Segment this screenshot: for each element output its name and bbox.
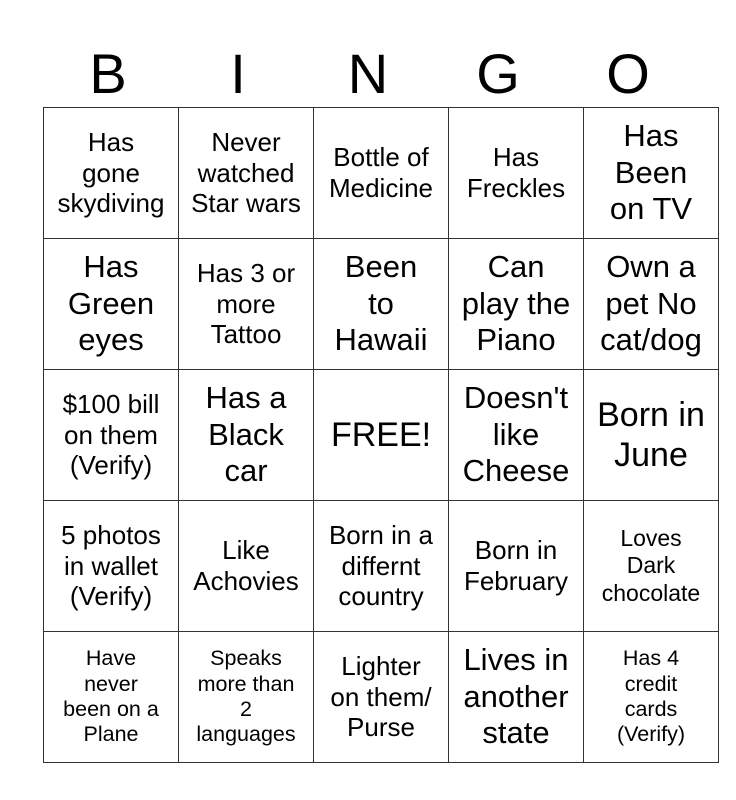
cell-text: $100 bill on them (Verify) — [62, 388, 160, 481]
cell-text: Has a Black car — [205, 380, 287, 489]
cell-text: 5 photos in wallet (Verify) — [61, 519, 161, 612]
board-row — [44, 632, 719, 763]
bingo-cell[interactable] — [44, 370, 179, 501]
bingo-cell[interactable] — [449, 370, 584, 501]
cell-text: Born in a differnt country — [328, 519, 434, 612]
cell-text: Born in June — [597, 395, 705, 474]
board-row — [44, 239, 719, 370]
cell-text: Lighter on them/ Purse — [330, 650, 432, 743]
cell-text: Born in February — [463, 535, 569, 596]
board-row — [44, 370, 719, 501]
bingo-cell[interactable] — [584, 108, 719, 239]
cell-text: Never watched Star wars — [191, 126, 301, 219]
bingo-cell[interactable] — [44, 501, 179, 632]
header-letter-g: G — [476, 42, 520, 105]
cell-text: Bottle of Medicine — [328, 142, 434, 203]
cell-text: Lives in another state — [463, 642, 569, 751]
bingo-cell[interactable] — [179, 239, 314, 370]
bingo-cell[interactable] — [314, 632, 449, 763]
bingo-cell[interactable] — [179, 632, 314, 763]
cell-text: Like Achovies — [193, 535, 299, 596]
bingo-board — [43, 107, 719, 763]
cell-text: Doesn't like Cheese — [462, 380, 570, 489]
bingo-cell[interactable] — [584, 370, 719, 501]
board-row — [44, 108, 719, 239]
bingo-cell[interactable] — [314, 501, 449, 632]
bingo-header — [43, 40, 693, 108]
cell-text: Loves Dark chocolate — [601, 525, 701, 606]
cell-text: Has Been on TV — [609, 118, 693, 227]
header-letter-o: O — [606, 42, 650, 105]
bingo-cell[interactable] — [449, 501, 584, 632]
bingo-cell[interactable] — [449, 239, 584, 370]
free-space-cell[interactable] — [314, 370, 449, 501]
bingo-cell[interactable] — [44, 108, 179, 239]
bingo-cell[interactable] — [179, 108, 314, 239]
bingo-cell[interactable] — [584, 632, 719, 763]
bingo-cell[interactable] — [44, 239, 179, 370]
bingo-cell[interactable] — [584, 501, 719, 632]
bingo-cell[interactable] — [179, 370, 314, 501]
cell-text: Has 4 credit cards (Verify) — [616, 646, 686, 747]
board-row — [44, 501, 719, 632]
cell-text: Been to Hawaii — [334, 249, 428, 358]
cell-text: Have never been on a Plane — [63, 646, 159, 747]
cell-text: Has Green eyes — [67, 249, 155, 358]
cell-text: Has Freckles — [466, 142, 566, 203]
bingo-cell[interactable] — [449, 632, 584, 763]
cell-text: Has 3 or more Tattoo — [196, 257, 296, 350]
cell-text: Speaks more than 2 languages — [196, 646, 296, 747]
header-letter-b: B — [89, 42, 127, 105]
bingo-cell[interactable] — [584, 239, 719, 370]
bingo-cell[interactable] — [449, 108, 584, 239]
bingo-cell[interactable] — [44, 632, 179, 763]
bingo-cell[interactable] — [314, 239, 449, 370]
header-letter-n: N — [347, 42, 389, 105]
cell-text: Own a pet No cat/dog — [600, 249, 702, 358]
bingo-cell[interactable] — [314, 108, 449, 239]
free-space-text: FREE! — [330, 415, 432, 454]
bingo-cell[interactable] — [179, 501, 314, 632]
header-letter-i: I — [230, 42, 246, 105]
cell-text: Has gone skydiving — [57, 126, 165, 219]
cell-text: Can play the Piano — [461, 249, 571, 358]
